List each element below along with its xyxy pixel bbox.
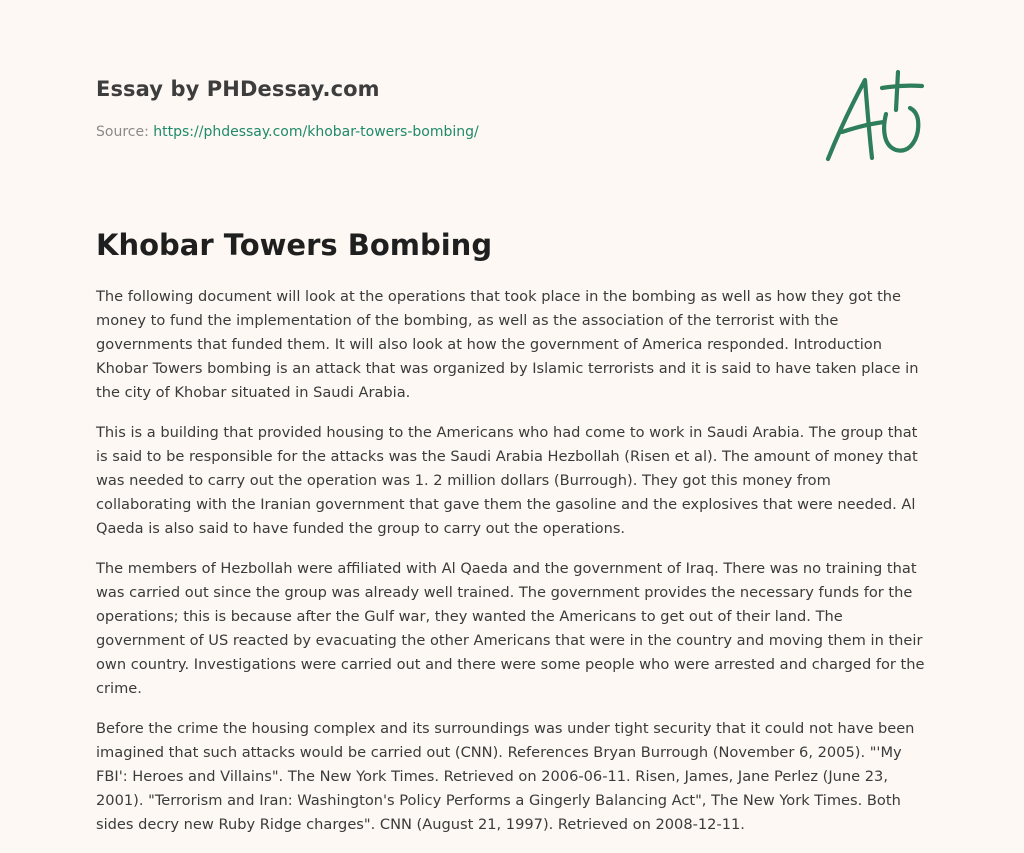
- article-paragraph: Before the crime the housing complex and its surroundings was under tight security that it could not have been imagined that such attacks would be carried out (CNN). References Bryan Burrough (November 6, 2005). "'My FBI': Heroes and Villains". The New York Times. Retrieved on 2006-06-11. Risen, James, Jane Perlez (June 23, 2001). "Terrorism and Iran: Washington's Policy Performs a Gingerly Balancing Act", The New York Times. Both sides decry new Ruby Ridge charges". CNN (August 21, 1997). Retrieved on 2008-12-11.: [96, 720, 915, 833]
- source-line: [96, 122, 736, 142]
- a-plus-logo-icon: [820, 66, 930, 166]
- article-paragraph: The members of Hezbollah were affiliated with Al Qaeda and the government of Iraq. There was no training that was carried out since the group was already well trained. The government provides the necessary funds for the operations; this is because after the Gulf war, they wanted the Americans to get out of their land. The government of US reacted by evacuating the other Americans that were in the country and moving them in their own country. Investigations were carried out and there were some people who were arrested and charged for the crime.: [96, 560, 925, 697]
- article-body: [96, 285, 930, 853]
- article-title: Khobar Towers Bombing: [96, 228, 493, 262]
- source-label: Source:: [96, 124, 149, 140]
- brand-title: Essay by PHDessay.com: [96, 77, 380, 101]
- article-paragraph: This is a building that provided housing to the Americans who had come to work in Saudi Arabia. The group that is said to be responsible for the attacks was the Saudi Arabia Hezbollah (Risen et al). The amount of money that was needed to carry out the operation was 1. 2 million dollars (Burrough). They got this money from collaborating with the Iranian government that gave them the gasoline and the explosives that were needed. Al Qaeda is also said to have funded the group to carry out the operations.: [96, 424, 918, 537]
- source-link[interactable]: https://phdessay.com/khobar-towers-bombing/: [153, 124, 479, 140]
- article-paragraph: The following document will look at the operations that took place in the bombing as well as how they got the money to fund the implementation of the bombing, as well as the association of the terrorist with the governments that funded them. It will also look at how the government of America responded. Introduction Khobar Towers bombing is an attack that was organized by Islamic terrorists and it is said to have taken place in the city of Khobar situated in Saudi Arabia.: [96, 288, 919, 401]
- page-header: [96, 74, 736, 142]
